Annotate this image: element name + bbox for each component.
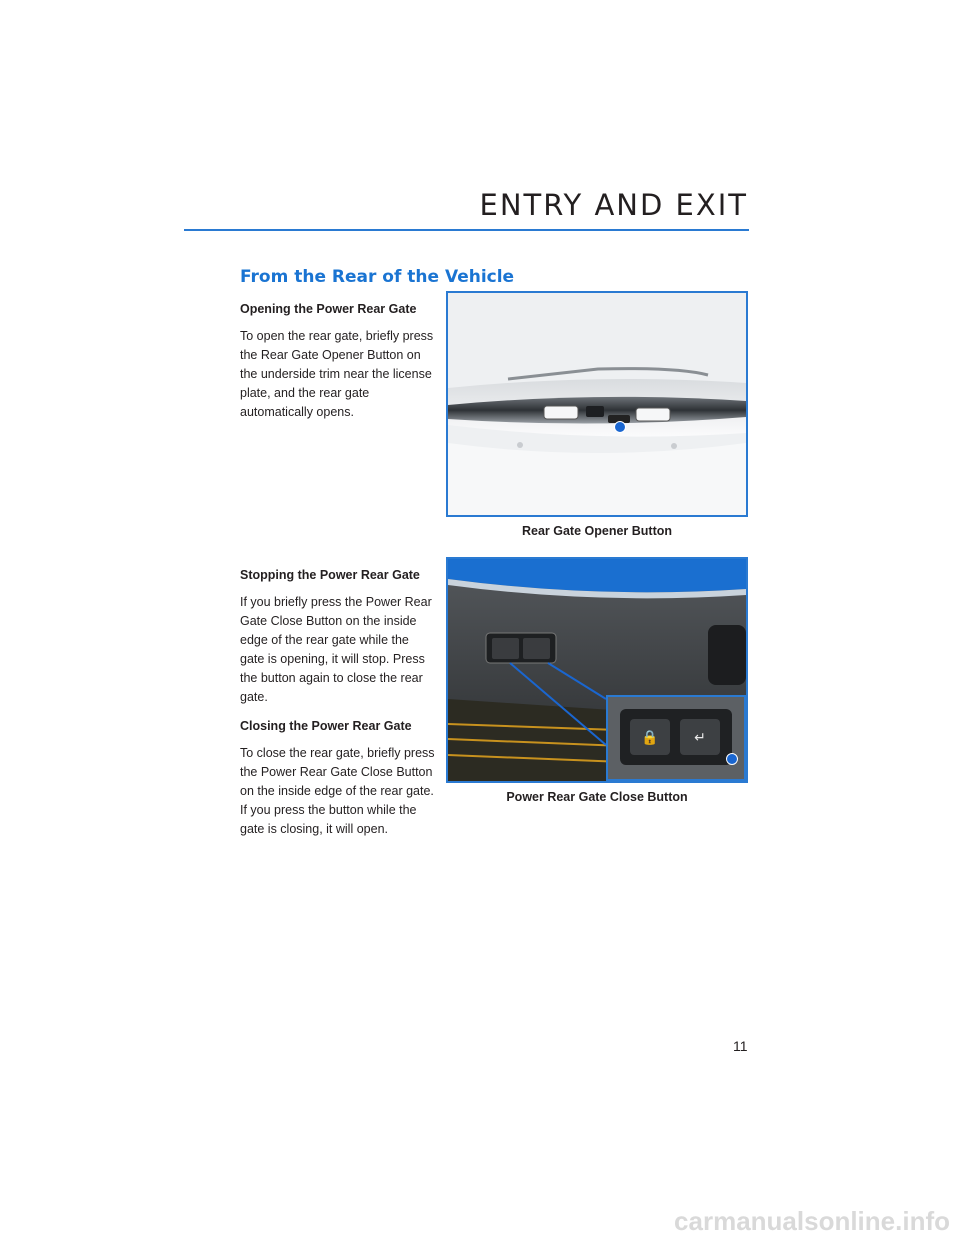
opening-body: To open the rear gate, briefly press the Rear Gate Opener Button on the underside trim near the license plate, and the rear gate automatically opens. bbox=[240, 329, 434, 419]
section-title: From the Rear of the Vehicle bbox=[240, 267, 515, 287]
opening-heading: Opening the Power Rear Gate bbox=[240, 302, 417, 316]
figure-2-caption: Power Rear Gate Close Button bbox=[506, 790, 688, 804]
button-housing bbox=[620, 709, 732, 765]
close-button-callout bbox=[726, 753, 738, 765]
figure-1-caption: Rear Gate Opener Button bbox=[521, 524, 673, 538]
rear-gate-opener-photo bbox=[446, 291, 748, 517]
closing-body: To close the rear gate, briefly press the Power Rear Gate Close Button on the inside edge of the rear gate. If you press the button while the gate is closing, it will open. bbox=[240, 746, 435, 836]
rear-gate-close-photo bbox=[446, 557, 748, 783]
header-rule bbox=[184, 229, 749, 231]
rear-gate-opener-illustration bbox=[448, 293, 746, 515]
opening-block bbox=[240, 300, 436, 422]
stopping-block bbox=[240, 566, 436, 839]
lock-icon: 🔒 bbox=[630, 719, 670, 755]
closing-heading: Closing the Power Rear Gate bbox=[240, 719, 412, 733]
chapter-title: ENTRY AND EXIT bbox=[479, 188, 748, 222]
stopping-heading: Stopping the Power Rear Gate bbox=[240, 568, 420, 582]
rear-gate-close-icon: ↵ bbox=[680, 719, 720, 755]
watermark: carmanualsonline.info bbox=[674, 1206, 950, 1236]
opener-button-callout bbox=[614, 421, 626, 433]
close-button-inset bbox=[606, 695, 746, 781]
page-number: 11 bbox=[733, 1038, 748, 1054]
stopping-body: If you briefly press the Power Rear Gate Close Button on the inside edge of the rear gate while the gate is opening, it will stop. Press the button again to close the rear gate. bbox=[240, 595, 432, 704]
